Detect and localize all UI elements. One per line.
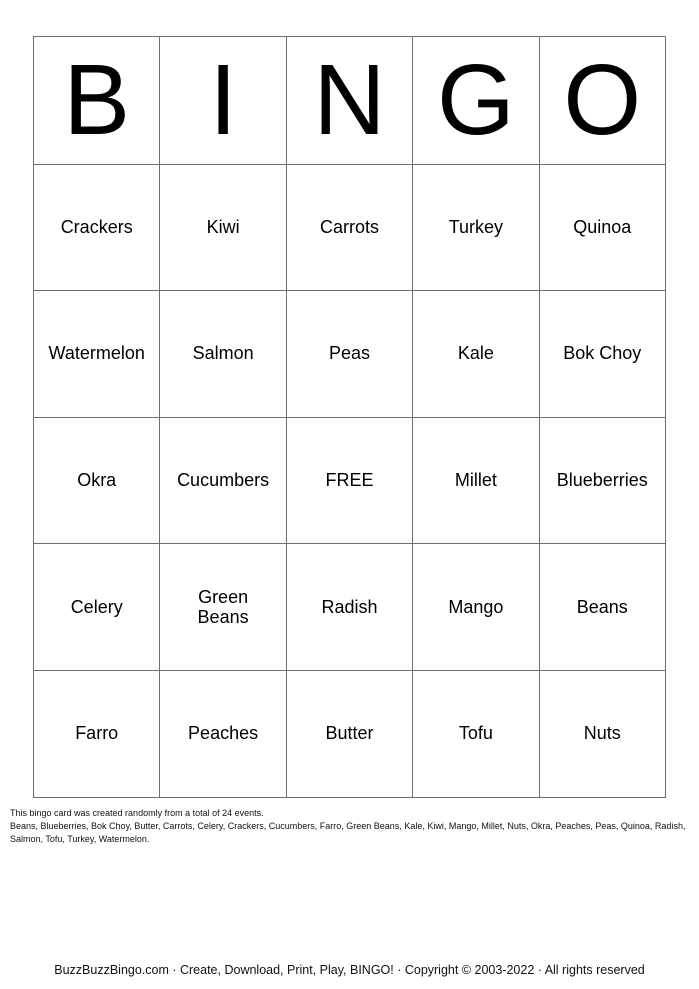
cell-text: Turkey — [448, 216, 504, 237]
card-cell — [286, 670, 412, 797]
card-cell — [286, 544, 412, 671]
cell-text: Bok Choy — [563, 343, 642, 364]
card-cell — [539, 164, 665, 291]
cell-text: Radish — [321, 596, 378, 617]
cell-text: Celery — [70, 596, 123, 617]
footer-text: BuzzBuzzBingo.com · Create, Download, Print, Play, BINGO! · Copyright © 2003-2022 · All rights reserved — [54, 963, 645, 977]
cell-text: Watermelon — [48, 343, 145, 364]
card-cell — [160, 164, 286, 291]
card-cell — [160, 670, 286, 797]
cell-text: Tofu — [458, 723, 493, 744]
card-row — [34, 164, 666, 291]
info-summary: This bingo card was created randomly from a total of 24 events. — [10, 808, 264, 818]
card-info — [10, 807, 690, 846]
cell-text: Carrots — [319, 216, 379, 237]
card-cell — [413, 291, 539, 418]
header-letter-o: O — [539, 37, 665, 165]
free-space-cell — [286, 417, 412, 544]
card-cell — [34, 544, 160, 671]
card-cell — [413, 544, 539, 671]
cell-text: Farro — [75, 723, 119, 744]
header-letter-i: I — [160, 37, 286, 165]
card-cell — [286, 291, 412, 418]
cell-text: Beans — [576, 596, 628, 617]
card-row — [34, 670, 666, 797]
card-cell — [286, 164, 412, 291]
card-cell — [160, 291, 286, 418]
cell-text: Crackers — [60, 216, 133, 237]
header-letter-n: N — [286, 37, 412, 165]
cell-text: Mango — [448, 596, 504, 617]
free-space-text: FREE — [325, 470, 374, 491]
cell-text: Blueberries — [556, 470, 648, 491]
header-row — [34, 37, 666, 165]
cell-text: Kale — [457, 343, 494, 364]
card-cell — [539, 544, 665, 671]
card-row — [34, 291, 666, 418]
cell-text: Butter — [325, 723, 374, 744]
info-event-list: Beans, Blueberries, Bok Choy, Butter, Carrots, Celery, Crackers, Cucumbers, Farro, Green Beans, Kale, Kiwi, Mango, Millet, Nuts, Okra, Peaches, Peas, Quinoa, Radish, Salmon, Tofu, Turkey, Watermelon. — [10, 821, 686, 844]
card-cell — [160, 544, 286, 671]
card-cell — [539, 417, 665, 544]
cell-text: Cucumbers — [177, 470, 270, 491]
card-cell — [413, 164, 539, 291]
card-cell — [34, 164, 160, 291]
card-cell — [34, 417, 160, 544]
bingo-card — [33, 36, 666, 798]
card-row — [34, 544, 666, 671]
cell-text: Millet — [454, 470, 497, 491]
cell-text: Peaches — [188, 723, 259, 744]
cell-text: Salmon — [192, 343, 254, 364]
header-letter-b: B — [34, 37, 160, 165]
card-cell — [539, 291, 665, 418]
card-cell — [413, 417, 539, 544]
cell-text: Nuts — [583, 723, 621, 744]
card-cell — [539, 670, 665, 797]
cell-text: Quinoa — [573, 216, 632, 237]
cell-text: Green Beans — [197, 586, 249, 627]
card-cell — [34, 291, 160, 418]
cell-text: Peas — [328, 343, 370, 364]
card-cell — [160, 417, 286, 544]
header-letter-g: G — [413, 37, 539, 165]
cell-text: Okra — [77, 470, 117, 491]
card-cell — [413, 670, 539, 797]
card-cell — [34, 670, 160, 797]
cell-text: Kiwi — [206, 216, 240, 237]
card-row — [34, 417, 666, 544]
